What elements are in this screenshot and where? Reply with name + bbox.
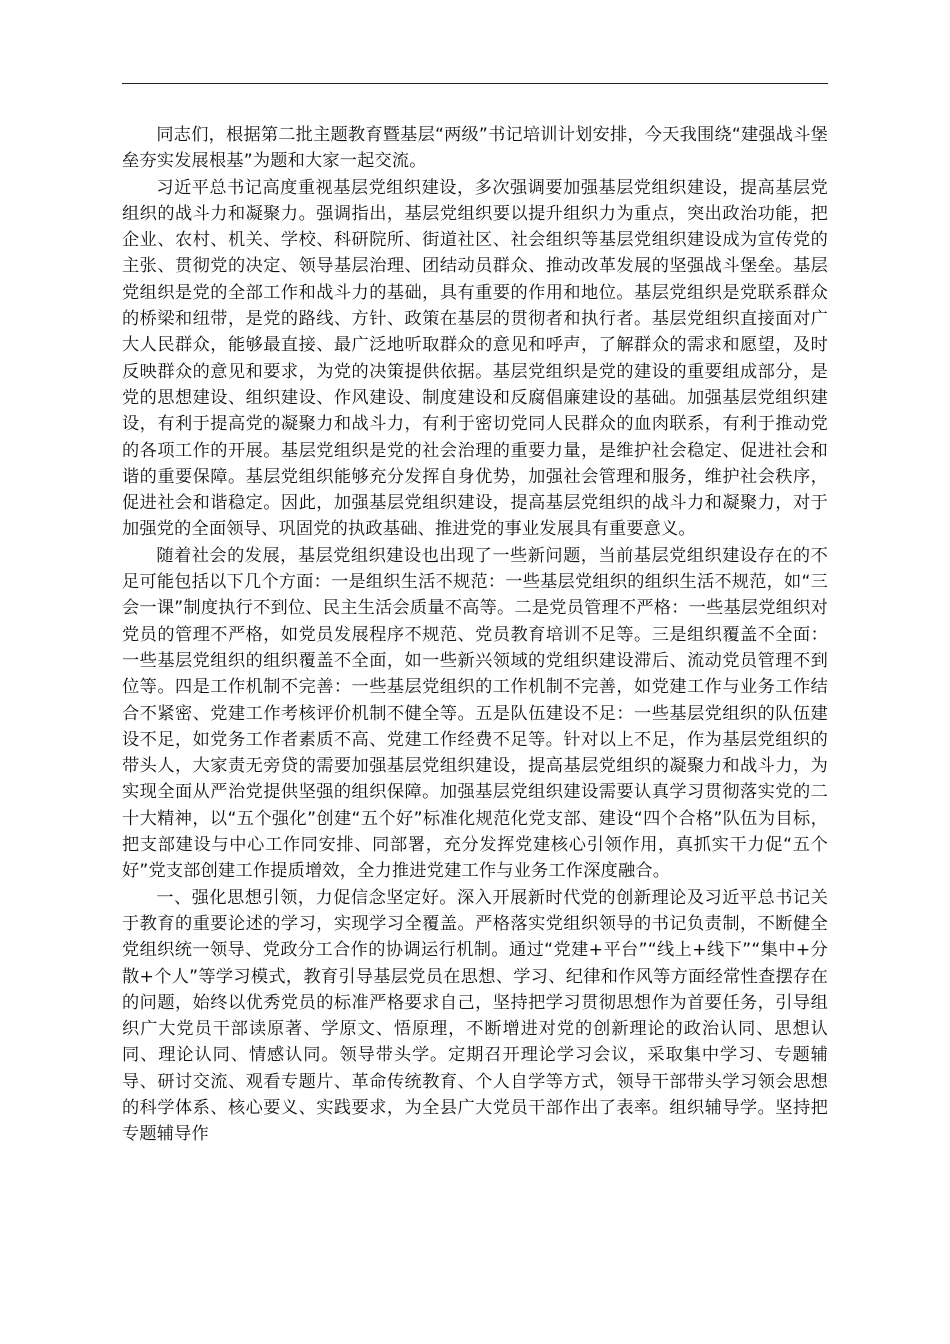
paragraph-importance: 习近平总书记高度重视基层党组织建设，多次强调要加强基层党组织建设，提高基层党组织的战斗力和凝聚力。强调指出，基层党组织要以提升组织力为重点，突出政治功能，把企业、农村、机关、学校、科研院所、街道社区、社会组织等基层党组织建设成为宣传党的主张、贯彻党的决定、领导基层治理、团结动员群众、推动改革发展的坚强战斗堡垒。基层党组织是党的全部工作和战斗力的基础，具有重要的作用和地位。基层党组织是党联系群众的桥梁和纽带，是党的路线、方针、政策在基层的贯彻者和执行者。基层党组织直接面对广大人民群众，能够最直接、最广泛地听取群众的意见和呼声，了解群众的需求和愿望，及时反映群众的意见和要求，为党的决策提供依据。基层党组织是党的建设的重要组成部分，是党的思想建设、组织建设、作风建设、制度建设和反腐倡廉建设的基础。加强基层党组织建设，有利于提高党的凝聚力和战斗力，有利于密切党同人民群众的血肉联系，有利于推动党的各项工作的开展。基层党组织是党的社会治理的重要力量，是维护社会稳定、促进社会和谐的重要保障。基层党组织能够充分发挥自身优势，加强社会管理和服务，维护社会秩序，促进社会和谐稳定。因此，加强基层党组织建设，提高基层党组织的战斗力和凝聚力，对于加强党的全面领导、巩固党的执政基础、推进党的事业发展具有重要意义。 bbox=[122, 177, 828, 540]
paragraph-section-one: 一、强化思想引领，力促信念坚定好。深入开展新时代党的创新理论及习近平总书记关于教育的重要论述的学习，实现学习全覆盖。严格落实党组织领导的书记负责制，不断健全党组织统一领导、党政分工合作的协调运行机制。通过“党建+平台”“线上+线下”“集中+分散+个人”等学习模式，教育引导基层党员在思想、学习、纪律和作风等方面经常性查摆存在的问题，始终以优秀党员的标准严格要求自己，坚持把学习贯彻思想作为首要任务，引导组织广大党员干部读原著、学原文、悟原理，不断增进对党的创新理论的政治认同、思想认同、理论认同、情感认同。领导带头学。定期召开理论学习会议，采取集中学习、专题辅导、研讨交流、观看专题片、革命传统教育、个人自学等方式，领导干部带头学习领会思想的科学体系、核心要义、实践要求，为全县广大党员干部作出了表率。组织辅导学。坚持把专题辅导作 bbox=[122, 887, 829, 1145]
paragraph-problems: 随着社会的发展，基层党组织建设也出现了一些新问题，当前基层党组织建设存在的不足可能包括以下几个方面：一是组织生活不规范：一些基层党组织的组织生活不规范，如“三会一课”制度执行不到位、民主生活会质量不高等。二是党员管理不严格：一些基层党组织对党员的管理不严格，如党员发展程序不规范、党员教育培训不足等。三是组织覆盖不全面：一些基层党组织的组织覆盖不全面，如一些新兴领域的党组织建设滞后、流动党员管理不到位等。四是工作机制不完善：一些基层党组织的工作机制不完善，如党建工作与业务工作结合不紧密、党建工作考核评价机制不健全等。五是队伍建设不足：一些基层党组织的队伍建设不足，如党务工作者素质不高、党建工作经费不足等。针对以上不足，作为基层党组织的带头人，大家责无旁贷的需要加强基层党组织建设，提高基层党组织的凝聚力和战斗力，为实现全面从严治党提供坚强的组织保障。加强基层党组织建设需要认真学习贯彻落实党的二十大精神，以“五个强化”创建“五个好”标准化规范化党支部、建设“四个合格”队伍为目标，把支部建设与中心工作同安排、同部署，充分发挥党建核心引领作用，真抓实干力促“五个好”党支部创建工作提质增效，全力推进党建工作与业务工作深度融合。 bbox=[122, 545, 828, 882]
paragraph-opening: 同志们，根据第二批主题教育暨基层“两级”书记培训计划安排，今天我围绕“建强战斗堡垒夯实发展根基”为题和大家一起交流。 bbox=[122, 125, 828, 172]
header-rule bbox=[122, 83, 828, 84]
document-body bbox=[122, 122, 828, 1148]
